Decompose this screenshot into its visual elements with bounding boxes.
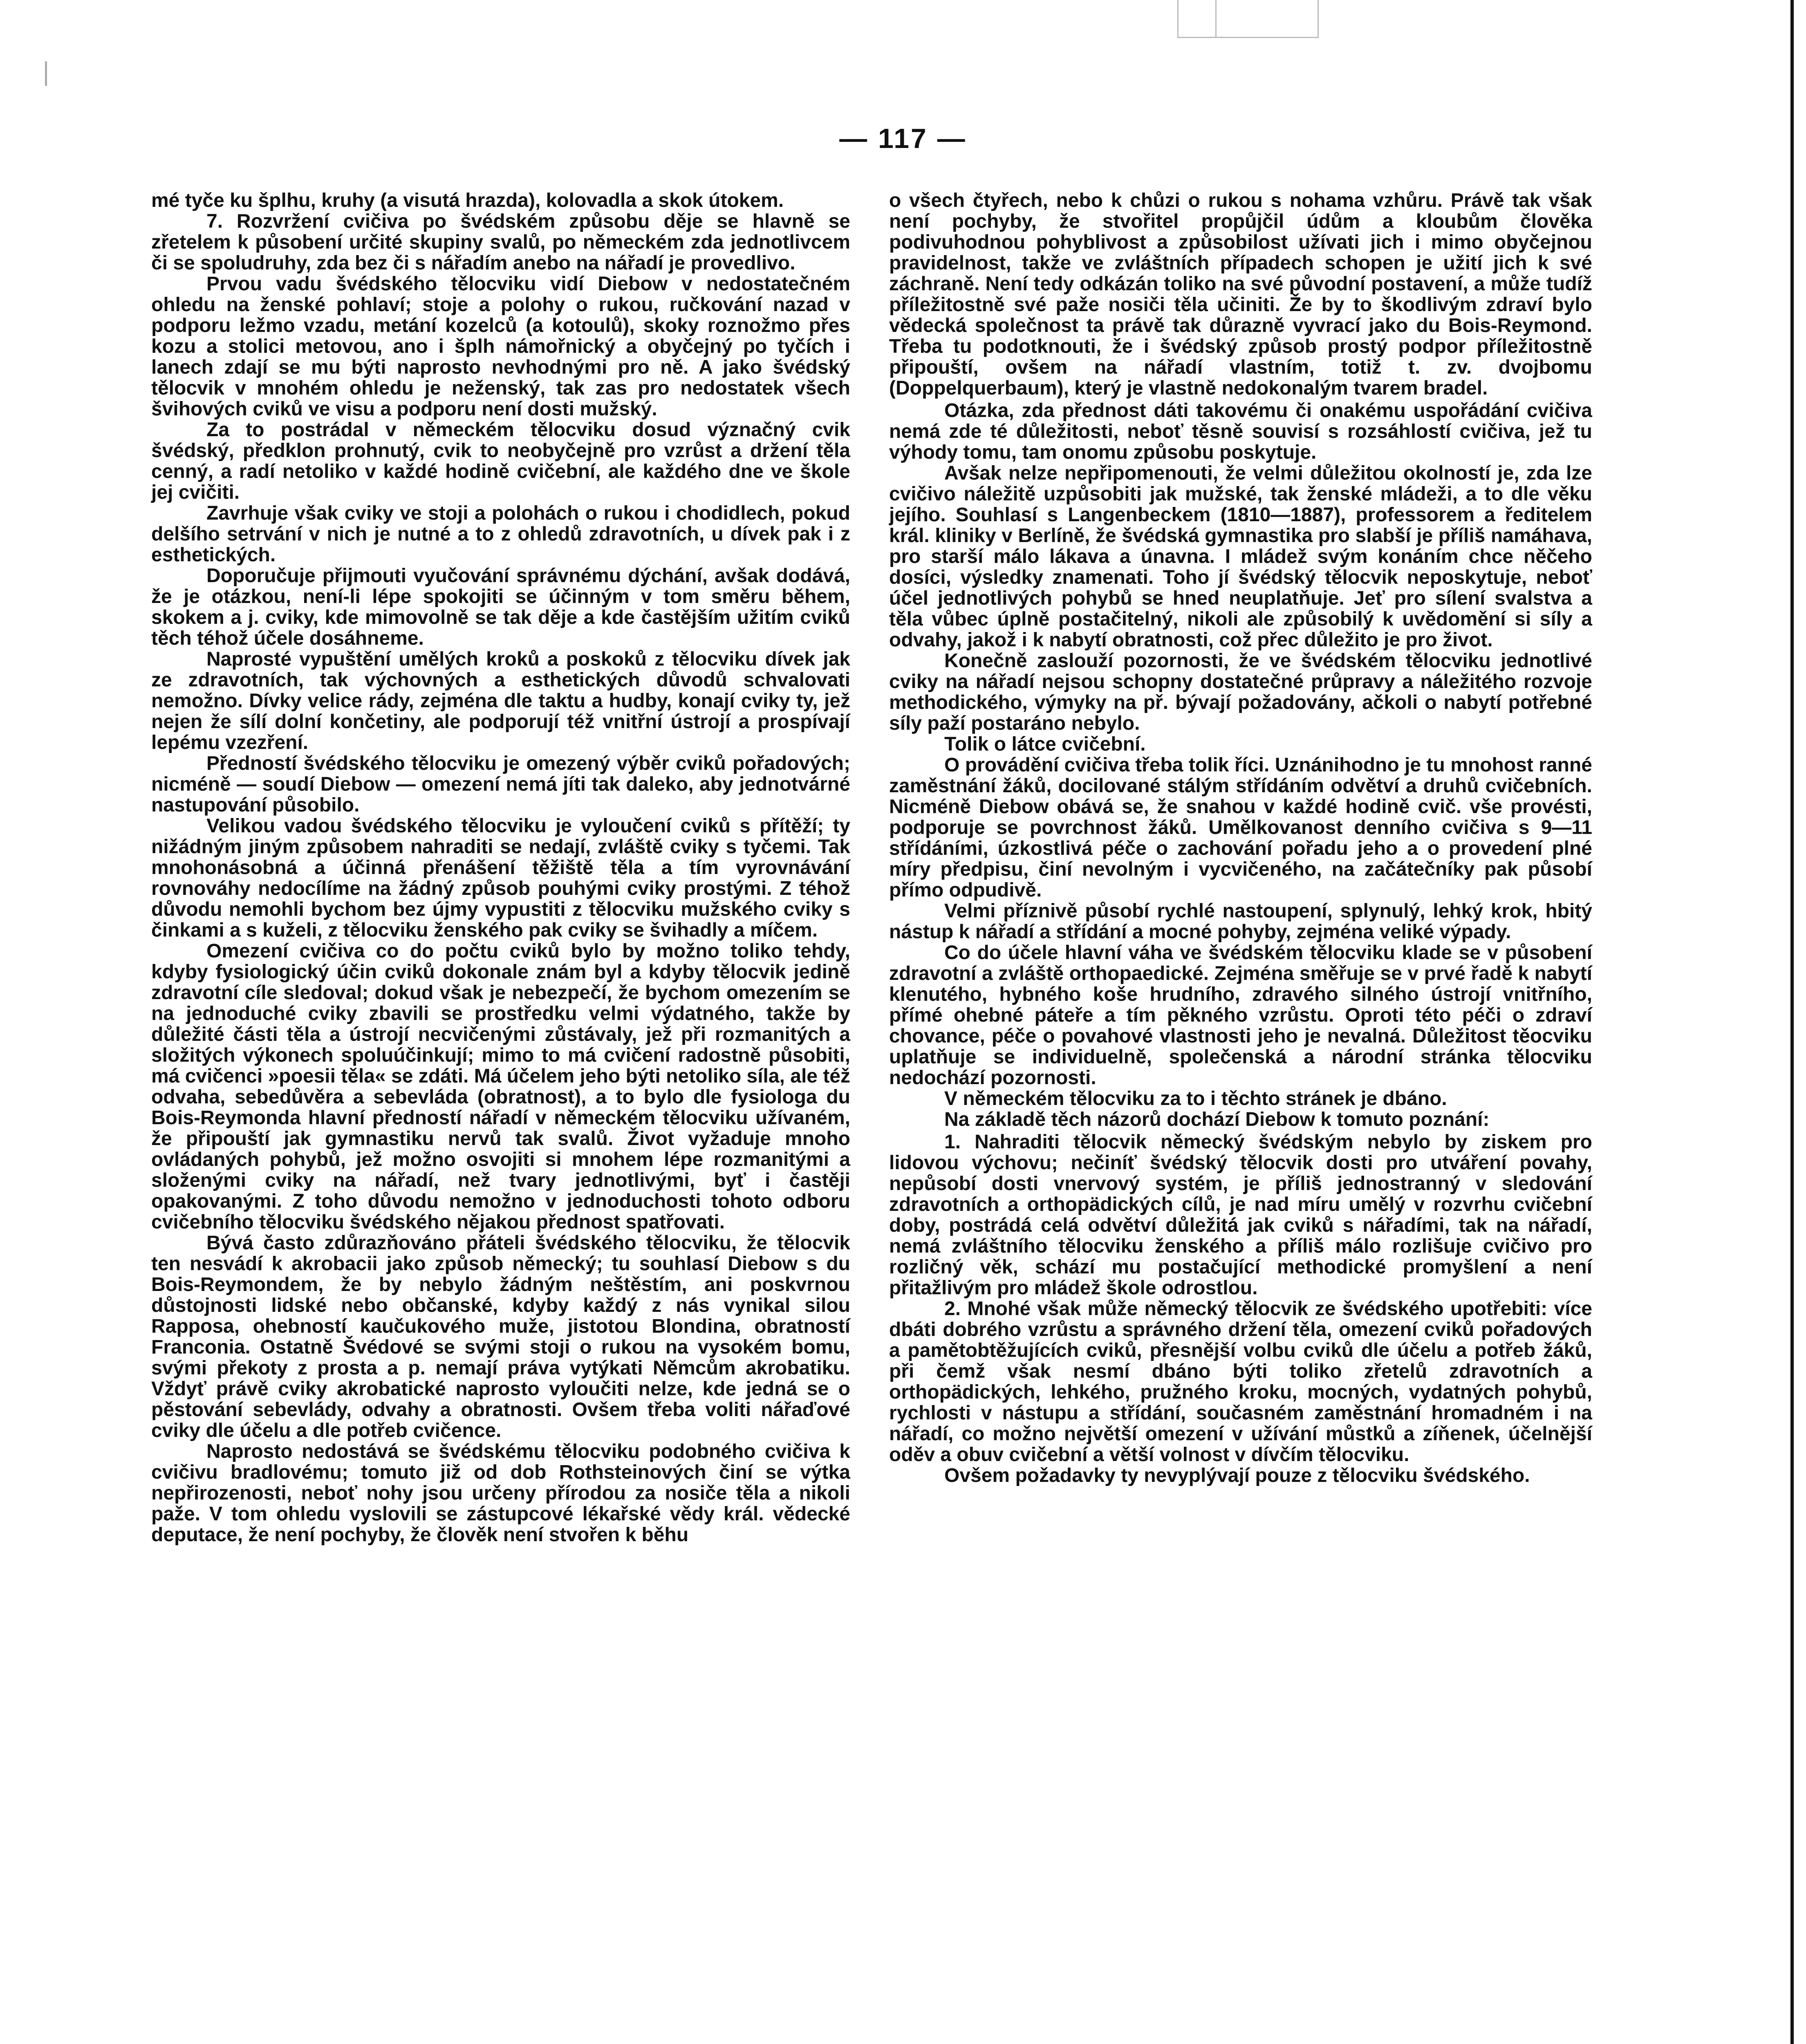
paragraph: Naprosté vypuštění umělých kroků a poskoků z tělocviku dívek jak ze zdravotních, tak výchovných a esthetických důvodů schvalovati nemožno. Dívky velice rády, zejména dle taktu a hudby, konají cviky ty, jež nejen že sílí dolní končetiny, ale podporují též vnitřní ústrojí a prospívají lepému vzezření.	[151, 648, 850, 753]
paragraph: Předností švédského tělocviku je omezený výběr cviků pořadových; nicméně — soudí Diebow — omezení nemá jíti tak daleko, aby jednotvárné nastupování působilo.	[151, 753, 850, 816]
paragraph: Zavrhuje však cviky ve stoji a polohách o rukou i chodidlech, pokud delšího setrvání v nich je nutné a to z ohledů zdravotních, u dívek pak i z esthetických.	[151, 502, 850, 566]
paragraph: Otázka, zda přednost dáti takovému či onakému uspořádání cvičiva nemá zde té důležitosti, neboť těsně souvisí s rozsáhlostí cvičiva, jež tu výhody tomu, tam onomu způsobu poskytuje.	[889, 400, 1592, 463]
right-column	[889, 190, 1592, 1486]
paragraph: Avšak nelze nepřipomenouti, že velmi důležitou okolností je, zda lze cvičivo náležitě uzpůsobiti jak mužské, tak ženské mládeži, a to dle věku jejího. Souhlasí s Langenbeckem (1810—1887), professorem a ředitelem král. kliniky v Berlíně, že švédská gymnastika pro slabší je příliš namáhava, pro starší málo lákava a únavna. I mládež svým konáním chce něčeho dosíci, výsledky znamenati. Toho jí švédský tělocvik neposkytuje, neboť účel jednotlivých pohybů se hned neuplatňuje. Jeť pro sílení svalstva a těla vůbec úplně postačitelný, nikoli ale způsobilý k uvědomění si síly a odvahy, jakož i k nabytí obratnosti, což přec důležito je pro život.	[889, 462, 1592, 651]
scan-edge-mark	[45, 61, 47, 86]
page-number: — 117 —	[839, 123, 967, 154]
scan-corner-mark	[1177, 0, 1319, 38]
paragraph: V německém tělocviku za to i těchto stránek je dbáno.	[944, 1088, 1447, 1109]
paragraph: Velikou vadou švédského tělocviku je vyloučení cviků s přítěží; ty nižádným jiným způsobem nahraditi se nedají, zvláště cviky s tyčemi. Tak mnohonásobná a účinná přenášení těžiště těla a tím vyrovnávání rovnováhy nedocílíme na žádný způsob pouhými cviky prostými. Z téhož důvodu nemohli bychom bez újmy vypustiti z tělocviku mužského cviky s činkami a s kuželi, z tělocviku ženského pak cviky se švihadly a míčem.	[151, 815, 850, 941]
paragraph: Velmi příznivě působí rychlé nastoupení, splynulý, lehký krok, hbitý nástup k nářadí a střídání a mocné pohyby, zejména veliké výpady.	[889, 900, 1592, 943]
paragraph: Omezení cvičiva co do počtu cviků bylo by možno toliko tehdy, kdyby fysiologický účin cviků dokonale znám byl a kdyby tělocvik jedině zdravotní cíle sledoval; dokud však je nebezpečí, že bychom omezením se na jednoduché cviky zbavili se prostředku velmi výdatného, takže by důležité části těla a ústrojí necvičenými zůstávaly, jež při rozmanitých a složitých výkonech spoluúčinkují; mimo to má cvičení radostně působiti, má cvičenci »poesii těla« se zdáti. Má účelem jeho býti netoliko síla, ale též odvaha, sebedůvěra a sebevláda (obratnost), a to bylo dle fysiologa du Bois-Reymonda hlavní předností nářadí v německém tělocviku užívaném, že připouští jak gymnastiku nervů tak svalů. Život vyžaduje mnoho ovládaných pohybů, jež možno osvojiti si mnohem lépe rozmanitými a složenými cviky na nářadí, než tvary jednotlivými, byť i častěji opakovanými. Z toho důvodu nemožno v jednoduchosti tohoto odboru cvičebního tělocviku švédského nějakou přednost spatřovati.	[151, 940, 850, 1233]
paragraph: 1. Nahraditi tělocvik německý švédským nebylo by ziskem pro lidovou výchovu; nečiníť švédský tělocvik dosti pro utváření povahy, nepůsobí dosti vnervový systém, je příliš jednostranný v sledování zdravotních a orthopädických cílů, je nad míru umělý v rozvrhu cvičební doby, postrádá celá odvětví důležitá jak cviků s nářadími, tak na nářadí, nemá zvláštního tělocviku ženského a příliš málo rozlišuje cvičivo pro rozličný věk, schází mu postačující methodické promyšlení a není přitažlivým pro mládež škole odrostlou.	[889, 1131, 1592, 1299]
paragraph: O provádění cvičiva třeba tolik říci. Uznánihodno je tu mnohost ranné zaměstnání žáků, docilované stálým střídáním odvětví a druhů cvičebních. Nicméně Diebow obává se, že snahou v každé hodině cvič. vše provésti, podporuje se povrchnost žáků. Umělkovanost denního cvičiva s 9—11 střídáními, úzkostlivá péče o zachování pořadu jeho a o provedení plné míry předpisu, činí nevolným i vycvičeného, na začátečníky pak působí přímo odpudivě.	[889, 754, 1592, 901]
paragraph: Na základě těch názorů dochází Diebow k tomuto poznání:	[944, 1109, 1490, 1130]
paragraph: Naprosto nedostává se švédskému tělocviku podobného cvičiva k cvičivu bradlovému; tomuto již od dob Rothsteinových činí se výtka nepřirozenosti, neboť nohy jsou určeny přírodou za nosiče těla a nikoli paže. V tom ohledu vyslovili se zástupcové lékařské vědy král. vědecké deputace, že není pochyby, že člověk není stvořen k běhu	[151, 1441, 850, 1546]
paragraph: Doporučuje přijmouti vyučování správnému dýchání, avšak dodává, že je otázkou, není-li lépe spokojiti se účinným v tom směru během, skokem a j. cviky, kde mimovolně se tak děje a kde častějším užitím cviků těch téhož účele dosáhneme.	[151, 565, 850, 649]
paragraph: 2. Mnohé však může německý tělocvik ze švédského upotřebiti: více dbáti dobrého vzrůstu a správného držení těla, omezení cviků pořadových a pamětobtěžujících cviků, přesnější volbu cviků dle účelu a potřeb žáků, při čemž však nesmí dbáno býti toliko zřetelů zdravotních a orthopädických, lehkého, pružného kroku, mocných, vydatných pohybů, rychlosti v nástupu a střídání, současném zaměstnání hromadném i na nářadí, co možno největší omezení v užívání můstků a zíňenek, účelnější oděv a obuv cvičební a větší volnost v dívčím tělocviku.	[889, 1298, 1592, 1466]
paragraph: Za to postrádal v německém tělocviku dosud význačný cvik švédský, předklon prohnutý, cvik to neobyčejně pro vzrůst a držení těla cenný, a radí netoliko v každé hodině cvičební, ale každého dne ve škole jej cvičiti.	[151, 419, 850, 503]
paragraph: 7. Rozvržení cvičiva po švédském způsobu děje se hlavně se zřetelem k působení určité skupiny svalů, po německém zda jednotlivcem či se spoludruhy, zda bez či s nářadím anebo na nářadí je provedlivo.	[151, 211, 850, 274]
paragraph: Bývá často zdůrazňováno přáteli švédského tělocviku, že tělocvik ten nesvádí k akrobacii jako způsob německý; tu souhlasí Diebow s du Bois-Reymondem, že by nebylo žádným neštěstím, ani poskvrnou důstojnosti lidské nebo občanské, kdyby každý z nás vynikal silou Rapposa, ohebností kaučukového muže, jistotou Blondina, obratností Franconia. Ostatně Švédové se svými stoji o rukou na vysokém bomu, svými překoty z prosta a p. nemají práva vytýkati Němcům akrobatiku. Vždyť právě cviky akrobatické naprosto vyloučiti nelze, kde jedná se o pěstování sebevlády, odvahy a obratnosti. Ovšem třeba voliti nářaďové cviky dle účelu a dle potřeb cvičence.	[151, 1232, 850, 1441]
paragraph: mé tyče ku šplhu, kruhy (a visutá hrazda), kolovadla a skok útokem.	[151, 190, 784, 211]
paragraph: Co do účele hlavní váha ve švédském tělocviku klade se v působení zdravotní a zvláště orthopaedické. Zejména směřuje se v prvé řadě k nabytí klenutého, hybného koše hrudního, zdravého silného ústrojí vnitřního, přímé ohebné páteře a tím pěkného vzrůstu. Oproti této péči o zdraví chovance, péče o povahové vlastnosti jeho je nevalná. Důležitost těocviku uplatňuje se individuelně, společenská a národní stránka tělocviku nedochází pozornosti.	[889, 942, 1592, 1089]
paragraph: Ovšem požadavky ty nevyplývají pouze z tělocviku švédského.	[944, 1465, 1530, 1486]
left-column	[151, 190, 850, 1545]
paragraph: Prvou vadu švédského tělocviku vidí Diebow v nedostatečném ohledu na ženské pohlaví; stoje a polohy o rukou, ručkování nazad v podporu ležmo vzadu, metání kozelců (a kotoulů), skoky roznožmo přes kozu a stolici metovou, ano i šplh námořnický a obyčejný po tyčích i lanech zdají se mu býti naprosto nevhodnými pro ně. A jako švédský tělocvik v mnohém ohledu je neženský, tak zas pro nedostatek všech švihových cviků ve visu a podporu není dosti mužský.	[151, 273, 850, 420]
page-border-right	[1790, 0, 1794, 2044]
paragraph: o všech čtyřech, nebo k chůzi o rukou s nohama vzhůru. Právě tak však není pochyby, že stvořitel propůjčil údům a kloubům člověka podivuhodnou pohyblivost a způsobilost užívati jich i mimo obyčejnou pravidelnost, takže ve zvláštních případech schopen je užití jich k své záchraně. Není tedy odkázán toliko na své původní postavení, a může tudíž příležitostně své paže nosiči těla učiniti. Že by to škodlivým zdraví bylo vědecká společnost ta právě tak důrazně vyvrací jako du Bois-Reymond. Třeba tu podotknouti, že i švédský způsob prostý podpor příležitostně připouští, ovšem na nářadí vlastním, totiž t. zv. dvojbomu (Doppelquerbaum), který je vlastně nedokonalým tvarem bradel.	[889, 190, 1592, 399]
paragraph: Tolik o látce cvičební.	[944, 733, 1146, 755]
paragraph: Konečně zaslouží pozornosti, že ve švédském tělocviku jednotlivé cviky na nářadí nejsou schopny dostatečné průpravy a náležitého rozvoje methodického, výmyky na př. bývají požadovány, ačkoli o nabytí potřebné síly paží postaráno nebylo.	[889, 650, 1592, 734]
